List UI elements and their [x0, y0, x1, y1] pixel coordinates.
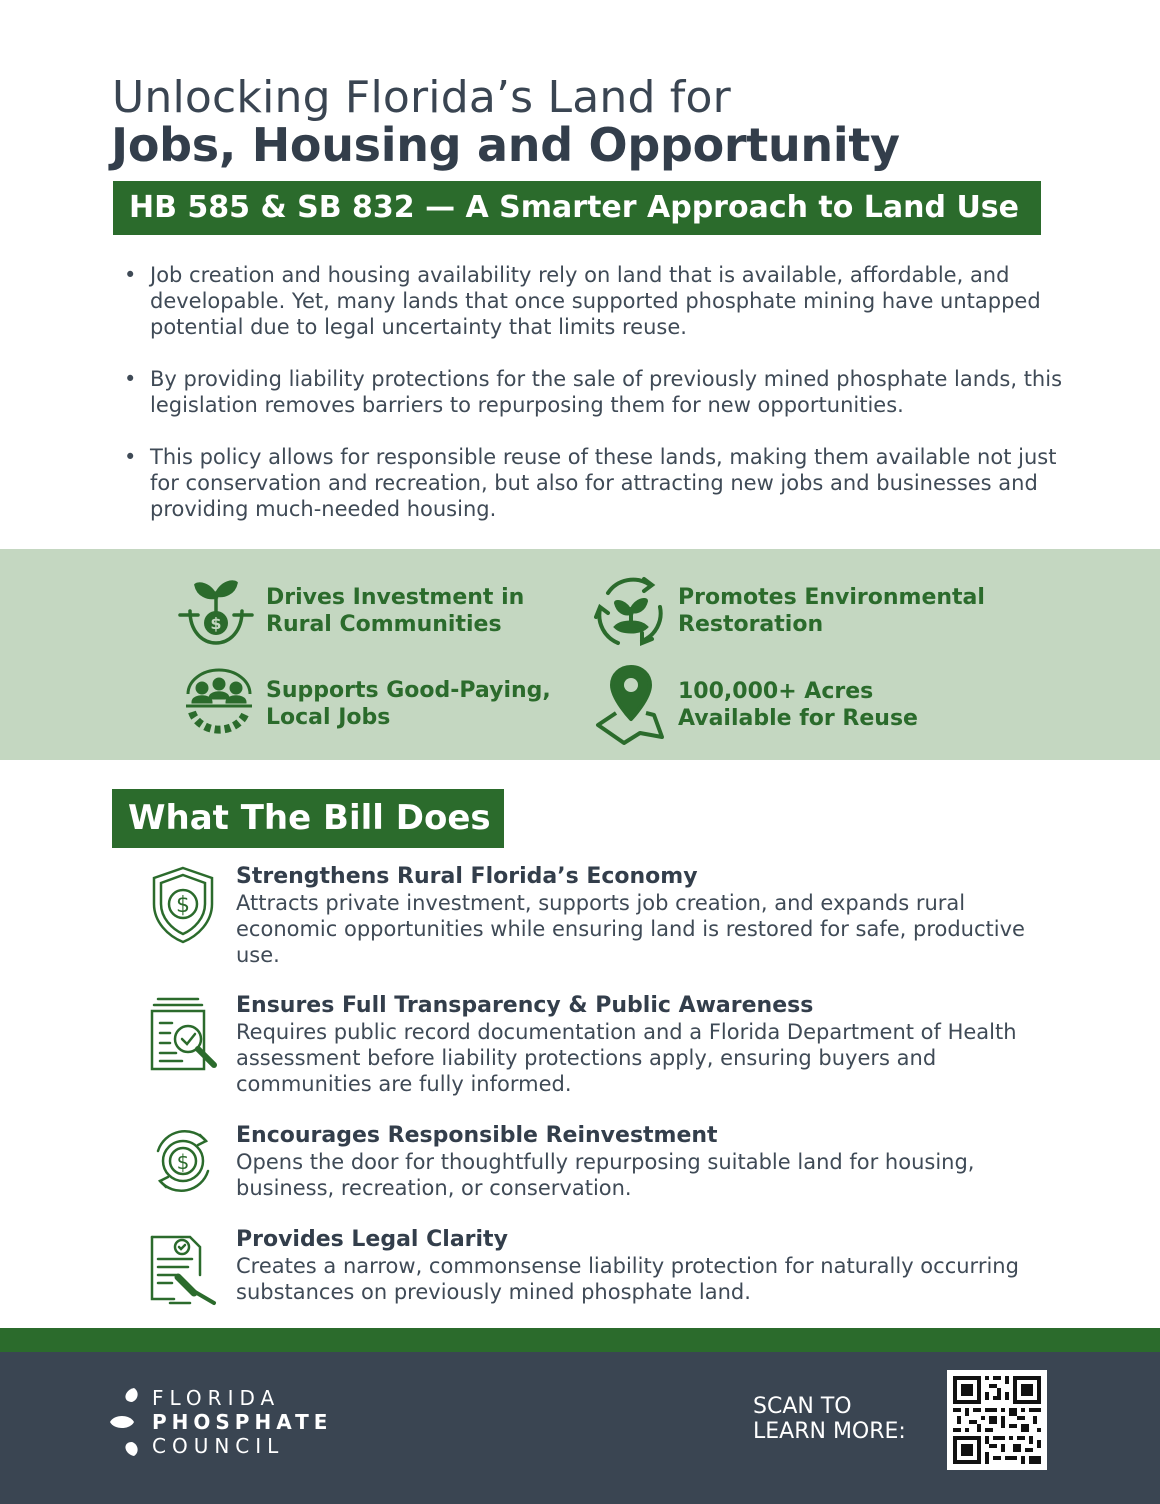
what-the-bill-does-heading: What The Bill Does — [112, 789, 504, 848]
gavel-document-icon — [148, 1227, 224, 1307]
scan-text: SCAN TO — [753, 1394, 852, 1419]
feature-label-line: Available for Reuse — [678, 706, 918, 731]
bill-item-description: Requires public record documentation and a Florida Department of Health assessment before liability protections apply, ensuring buyers and communities are fully informed. — [236, 1020, 1017, 1096]
shield-dollar-icon — [148, 864, 218, 946]
feature-label-line: Supports Good-Paying, — [266, 678, 551, 703]
bill-item-title: Ensures Full Transparency & Public Awareness — [236, 993, 814, 1018]
footer-divider — [0, 1328, 1160, 1352]
bill-item-description: Creates a narrow, commonsense liability protection for naturally occurring substances on previously mined phosphate land. — [236, 1254, 1019, 1304]
bill-item-description: Attracts private investment, supports job creation, and expands rural economic opportunities while ensuring land is restored for safe, productive use. — [236, 891, 1025, 967]
intro-bullets — [124, 262, 1064, 548]
bill-banner: HB 585 & SB 832 — A Smarter Approach to Land Use — [113, 181, 1041, 235]
qr-code-icon — [953, 1376, 1041, 1464]
bullet-item: • Job creation and housing availability rely on land that is available, affordable, and developable. Yet, many lands that once supported phosphate mining have untapped potential due to legal uncertainty that limits reuse. — [124, 262, 1064, 340]
recycle-plant-icon — [594, 571, 668, 651]
feature-label-line: Restoration — [678, 612, 824, 637]
title-line-2: Jobs, Housing and Opportunity — [111, 118, 900, 172]
logo-text: PHOSPHATE — [152, 1410, 333, 1434]
feature-investment — [176, 571, 524, 651]
feature-label-line: 100,000+ Acres — [678, 679, 874, 704]
feature-restoration — [594, 571, 985, 651]
bullet-item: • By providing liability protections for the sale of previously mined phosphate lands, this legislation removes barriers to repurposing them for new opportunities. — [124, 366, 1064, 418]
bill-item-title: Strengthens Rural Florida’s Economy — [236, 864, 698, 889]
scan-to-learn-more — [753, 1394, 906, 1444]
bullet-item: • This policy allows for responsible reuse of these lands, making them available not just for conservation and recreation, but also for attracting new jobs and businesses and providing much-needed housing. — [124, 444, 1064, 522]
svg-text:$: $ — [176, 893, 190, 918]
dollar-cycle-icon — [148, 1123, 218, 1199]
team-gear-icon — [182, 668, 256, 740]
svg-text:$: $ — [176, 1150, 190, 1174]
logo-text: COUNCIL — [152, 1434, 285, 1458]
scan-text: LEARN MORE: — [753, 1419, 906, 1444]
title-line-1: Unlocking Florida’s Land for — [112, 72, 731, 123]
svg-text:$: $ — [210, 614, 222, 633]
feature-label-line: Promotes Environmental — [678, 585, 985, 610]
map-pin-icon — [594, 663, 668, 747]
feature-acres — [594, 663, 918, 747]
feature-label-line: Rural Communities — [266, 612, 502, 637]
feature-jobs — [182, 668, 551, 740]
feature-label-line: Local Jobs — [266, 705, 391, 730]
bill-item-title: Provides Legal Clarity — [236, 1227, 508, 1252]
bill-item-title: Encourages Responsible Reinvestment — [236, 1123, 718, 1148]
feature-label-line: Drives Investment in — [266, 585, 525, 610]
logo-text: FLORIDA — [152, 1386, 281, 1410]
qr-code[interactable] — [947, 1370, 1047, 1470]
leaf-logo-icon — [108, 1386, 152, 1458]
footer — [0, 1352, 1160, 1504]
features-band — [0, 549, 1160, 760]
document-search-icon — [148, 993, 224, 1075]
plant-money-icon — [176, 571, 256, 651]
bill-item-description: Opens the door for thoughtfully repurposing suitable land for housing, business, recreation, or conservation. — [236, 1150, 975, 1200]
